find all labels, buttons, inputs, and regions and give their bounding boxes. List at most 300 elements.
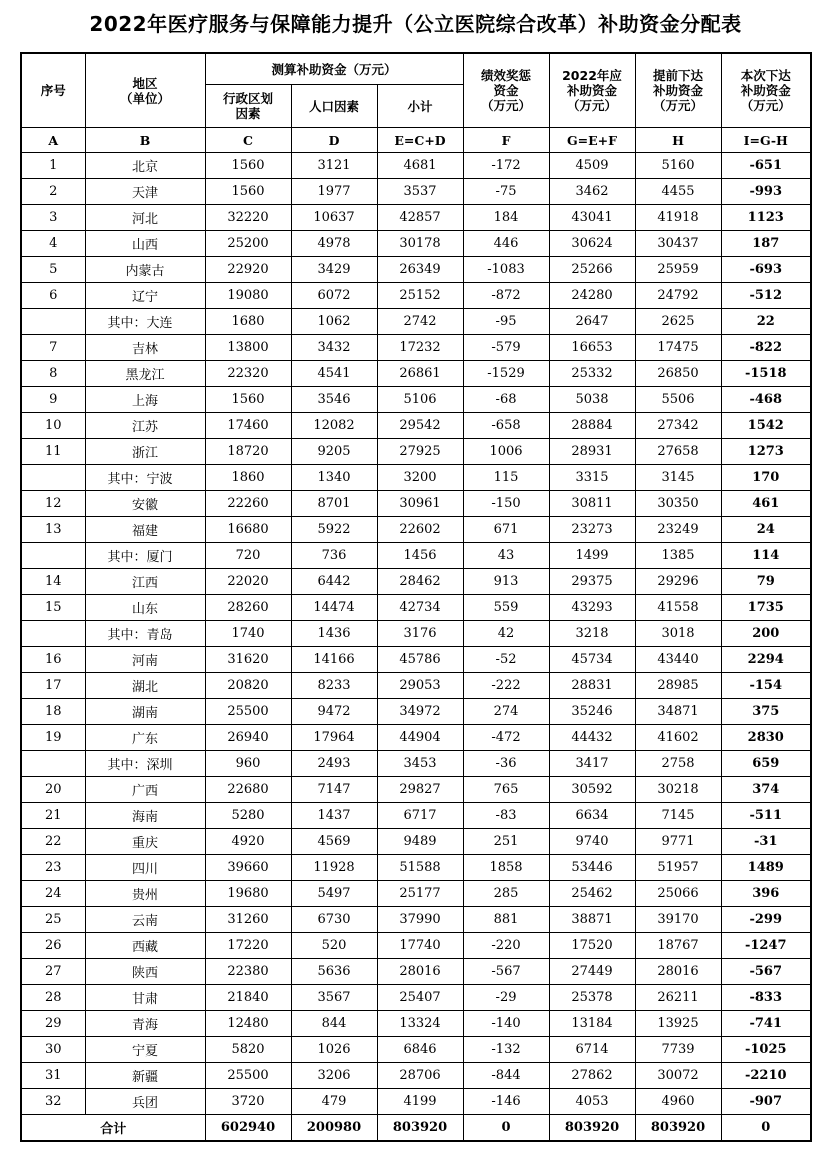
cell-f: 1006: [463, 439, 549, 465]
cell-region: 海南: [85, 803, 205, 829]
cell-d: 3429: [291, 257, 377, 283]
cell-g: 25462: [549, 881, 635, 907]
cell-no: 7: [21, 335, 85, 361]
cell-g: 53446: [549, 855, 635, 881]
cell-c: 3720: [205, 1089, 291, 1115]
cell-e: 4681: [377, 153, 463, 179]
table-row: [21, 907, 811, 933]
cell-region: 新疆: [85, 1063, 205, 1089]
cell-f: 913: [463, 569, 549, 595]
cell-f: -567: [463, 959, 549, 985]
cell-i: 2830: [721, 725, 811, 751]
cell-i: -567: [721, 959, 811, 985]
cell-i: -154: [721, 673, 811, 699]
table-row: [21, 985, 811, 1011]
cell-region: 湖北: [85, 673, 205, 699]
cell-d: 8233: [291, 673, 377, 699]
cell-h: 30072: [635, 1063, 721, 1089]
cell-e: 28016: [377, 959, 463, 985]
cell-i: 79: [721, 569, 811, 595]
table-row: [21, 777, 811, 803]
cell-e: 28462: [377, 569, 463, 595]
cell-g: 4509: [549, 153, 635, 179]
cell-d: 9205: [291, 439, 377, 465]
table-row: [21, 465, 811, 491]
cell-region: 陕西: [85, 959, 205, 985]
cell-e: 25407: [377, 985, 463, 1011]
cell-no: 10: [21, 413, 85, 439]
cell-e: 26861: [377, 361, 463, 387]
cell-f: -29: [463, 985, 549, 1011]
cell-f: 115: [463, 465, 549, 491]
cell-d: 3567: [291, 985, 377, 1011]
cell-g: 9740: [549, 829, 635, 855]
table-row: [21, 1037, 811, 1063]
cell-g: 30624: [549, 231, 635, 257]
cell-f: -150: [463, 491, 549, 517]
header-region-line2: （单位）: [119, 90, 170, 106]
cell-i: -651: [721, 153, 811, 179]
cell-d: 7147: [291, 777, 377, 803]
cell-e: 17740: [377, 933, 463, 959]
header-cur-line3: （万元）: [740, 98, 791, 113]
header-region-line1: 地区: [132, 75, 158, 91]
header-due-line3: （万元）: [567, 98, 618, 113]
cell-i: -907: [721, 1089, 811, 1115]
cell-d: 3546: [291, 387, 377, 413]
cell-f: -83: [463, 803, 549, 829]
cell-d: 9472: [291, 699, 377, 725]
table-row: [21, 1089, 811, 1115]
cell-no: 24: [21, 881, 85, 907]
cell-no: 22: [21, 829, 85, 855]
cell-region: 云南: [85, 907, 205, 933]
table-row: [21, 361, 811, 387]
table-row: [21, 595, 811, 621]
cell-h: 4455: [635, 179, 721, 205]
cell-i: 1489: [721, 855, 811, 881]
cell-region: 江苏: [85, 413, 205, 439]
cell-region: 重庆: [85, 829, 205, 855]
table-row: [21, 517, 811, 543]
cell-g: 3218: [549, 621, 635, 647]
cell-no: 15: [21, 595, 85, 621]
cell-g: 5038: [549, 387, 635, 413]
cell-e: 9489: [377, 829, 463, 855]
cell-c: 25500: [205, 1063, 291, 1089]
cell-e: 6717: [377, 803, 463, 829]
header-admin-line2: 因素: [235, 106, 261, 121]
cell-e: 3176: [377, 621, 463, 647]
cell-g: 25266: [549, 257, 635, 283]
cell-d: 2493: [291, 751, 377, 777]
cell-region: 西藏: [85, 933, 205, 959]
cell-e: 29542: [377, 413, 463, 439]
header-region: [85, 53, 205, 128]
header-performance: [463, 53, 549, 128]
cell-d: 1437: [291, 803, 377, 829]
cell-e: 51588: [377, 855, 463, 881]
cell-h: 7145: [635, 803, 721, 829]
total-f: 0: [463, 1115, 549, 1142]
cell-f: -872: [463, 283, 549, 309]
cell-h: 39170: [635, 907, 721, 933]
cell-c: 16680: [205, 517, 291, 543]
cell-e: 2742: [377, 309, 463, 335]
letter-cell: G=E+F: [549, 128, 635, 153]
letter-cell: B: [85, 128, 205, 153]
cell-g: 45734: [549, 647, 635, 673]
table-row: [21, 829, 811, 855]
cell-f: -132: [463, 1037, 549, 1063]
cell-g: 23273: [549, 517, 635, 543]
cell-region: 吉林: [85, 335, 205, 361]
table-row: [21, 439, 811, 465]
cell-h: 17475: [635, 335, 721, 361]
cell-c: 25200: [205, 231, 291, 257]
cell-g: 3417: [549, 751, 635, 777]
cell-d: 736: [291, 543, 377, 569]
letter-cell: F: [463, 128, 549, 153]
cell-f: 285: [463, 881, 549, 907]
table-row: [21, 1011, 811, 1037]
cell-c: 39660: [205, 855, 291, 881]
cell-i: -693: [721, 257, 811, 283]
cell-h: 41918: [635, 205, 721, 231]
cell-g: 43293: [549, 595, 635, 621]
cell-i: 374: [721, 777, 811, 803]
header-perf-line1: 绩效奖惩: [481, 68, 532, 83]
cell-h: 43440: [635, 647, 721, 673]
cell-d: 1062: [291, 309, 377, 335]
cell-c: 32220: [205, 205, 291, 231]
cell-d: 4541: [291, 361, 377, 387]
cell-h: 5160: [635, 153, 721, 179]
cell-g: 3315: [549, 465, 635, 491]
cell-f: 446: [463, 231, 549, 257]
cell-d: 479: [291, 1089, 377, 1115]
cell-f: -146: [463, 1089, 549, 1115]
cell-d: 14166: [291, 647, 377, 673]
letter-cell: I=G-H: [721, 128, 811, 153]
cell-g: 6634: [549, 803, 635, 829]
cell-f: 251: [463, 829, 549, 855]
header-adv-line1: 提前下达: [653, 68, 704, 83]
cell-i: 1273: [721, 439, 811, 465]
cell-f: 1858: [463, 855, 549, 881]
cell-g: 28931: [549, 439, 635, 465]
cell-d: 8701: [291, 491, 377, 517]
cell-h: 24792: [635, 283, 721, 309]
cell-f: -52: [463, 647, 549, 673]
cell-e: 5106: [377, 387, 463, 413]
cell-c: 960: [205, 751, 291, 777]
cell-h: 4960: [635, 1089, 721, 1115]
cell-c: 22020: [205, 569, 291, 595]
cell-i: 1735: [721, 595, 811, 621]
cell-g: 2647: [549, 309, 635, 335]
cell-d: 10637: [291, 205, 377, 231]
cell-d: 3121: [291, 153, 377, 179]
cell-h: 5506: [635, 387, 721, 413]
table-row: [21, 673, 811, 699]
cell-f: 274: [463, 699, 549, 725]
cell-h: 34871: [635, 699, 721, 725]
cell-h: 2758: [635, 751, 721, 777]
table-row: [21, 387, 811, 413]
cell-c: 1860: [205, 465, 291, 491]
cell-c: 13800: [205, 335, 291, 361]
cell-c: 1740: [205, 621, 291, 647]
cell-c: 22320: [205, 361, 291, 387]
cell-h: 28985: [635, 673, 721, 699]
cell-e: 30178: [377, 231, 463, 257]
header-admin-line1: 行政区划: [222, 91, 273, 106]
cell-c: 1680: [205, 309, 291, 335]
cell-c: 19080: [205, 283, 291, 309]
cell-h: 1385: [635, 543, 721, 569]
cell-region: 黑龙江: [85, 361, 205, 387]
cell-f: -579: [463, 335, 549, 361]
allocation-table: [20, 52, 812, 1142]
cell-e: 17232: [377, 335, 463, 361]
table-row: [21, 751, 811, 777]
cell-e: 28706: [377, 1063, 463, 1089]
cell-i: 22: [721, 309, 811, 335]
cell-i: -822: [721, 335, 811, 361]
cell-e: 42857: [377, 205, 463, 231]
cell-c: 25500: [205, 699, 291, 725]
cell-e: 3200: [377, 465, 463, 491]
total-e: 803920: [377, 1115, 463, 1142]
cell-i: -741: [721, 1011, 811, 1037]
cell-i: 659: [721, 751, 811, 777]
cell-i: 187: [721, 231, 811, 257]
table-row: [21, 1063, 811, 1089]
cell-h: 30350: [635, 491, 721, 517]
cell-no: [21, 621, 85, 647]
total-h: 803920: [635, 1115, 721, 1142]
cell-d: 1340: [291, 465, 377, 491]
cell-region: 其中：宁波: [85, 465, 205, 491]
cell-i: 2294: [721, 647, 811, 673]
table-row: [21, 621, 811, 647]
cell-d: 1977: [291, 179, 377, 205]
cell-h: 25066: [635, 881, 721, 907]
cell-d: 3432: [291, 335, 377, 361]
cell-e: 30961: [377, 491, 463, 517]
cell-e: 6846: [377, 1037, 463, 1063]
header-population: 人口因素: [291, 85, 377, 128]
cell-c: 22380: [205, 959, 291, 985]
cell-region: 其中：深圳: [85, 751, 205, 777]
cell-f: -220: [463, 933, 549, 959]
cell-region: 贵州: [85, 881, 205, 907]
cell-region: 广西: [85, 777, 205, 803]
header-cur-line2: 补助资金: [740, 83, 791, 98]
cell-i: -512: [721, 283, 811, 309]
header-adv-line3: （万元）: [653, 98, 704, 113]
cell-no: 6: [21, 283, 85, 309]
cell-e: 1456: [377, 543, 463, 569]
cell-f: -75: [463, 179, 549, 205]
cell-g: 1499: [549, 543, 635, 569]
letter-cell: E=C+D: [377, 128, 463, 153]
cell-d: 6730: [291, 907, 377, 933]
table-row: [21, 179, 811, 205]
cell-no: [21, 751, 85, 777]
cell-region: 浙江: [85, 439, 205, 465]
cell-region: 兵团: [85, 1089, 205, 1115]
cell-no: [21, 465, 85, 491]
header-due: [549, 53, 635, 128]
cell-region: 河北: [85, 205, 205, 231]
cell-f: -1529: [463, 361, 549, 387]
cell-g: 28831: [549, 673, 635, 699]
cell-i: 24: [721, 517, 811, 543]
cell-c: 28260: [205, 595, 291, 621]
total-i: 0: [721, 1115, 811, 1142]
cell-f: -472: [463, 725, 549, 751]
cell-no: 11: [21, 439, 85, 465]
cell-f: -658: [463, 413, 549, 439]
cell-region: 其中：大连: [85, 309, 205, 335]
cell-i: 396: [721, 881, 811, 907]
cell-region: 四川: [85, 855, 205, 881]
cell-h: 28016: [635, 959, 721, 985]
cell-no: 26: [21, 933, 85, 959]
header-calc-group: 测算补助资金（万元）: [205, 53, 463, 85]
table-row: [21, 231, 811, 257]
cell-g: 30592: [549, 777, 635, 803]
cell-region: 广东: [85, 725, 205, 751]
cell-f: -1083: [463, 257, 549, 283]
cell-h: 29296: [635, 569, 721, 595]
cell-i: -468: [721, 387, 811, 413]
cell-no: 25: [21, 907, 85, 933]
cell-e: 29827: [377, 777, 463, 803]
header-advance: [635, 53, 721, 128]
cell-g: 13184: [549, 1011, 635, 1037]
cell-i: -1247: [721, 933, 811, 959]
cell-e: 27925: [377, 439, 463, 465]
cell-i: 375: [721, 699, 811, 725]
header-due-line2: 补助资金: [567, 83, 618, 98]
cell-g: 3462: [549, 179, 635, 205]
cell-h: 41602: [635, 725, 721, 751]
cell-g: 27862: [549, 1063, 635, 1089]
cell-c: 720: [205, 543, 291, 569]
cell-region: 内蒙古: [85, 257, 205, 283]
table-row: [21, 543, 811, 569]
cell-h: 27658: [635, 439, 721, 465]
cell-c: 31620: [205, 647, 291, 673]
cell-c: 22260: [205, 491, 291, 517]
cell-region: 福建: [85, 517, 205, 543]
cell-e: 42734: [377, 595, 463, 621]
cell-f: -95: [463, 309, 549, 335]
cell-h: 41558: [635, 595, 721, 621]
cell-f: -68: [463, 387, 549, 413]
total-label: 合计: [21, 1115, 205, 1142]
cell-i: 200: [721, 621, 811, 647]
header-perf-line3: （万元）: [481, 98, 532, 113]
cell-h: 25959: [635, 257, 721, 283]
cell-e: 34972: [377, 699, 463, 725]
table-row: [21, 257, 811, 283]
cell-d: 14474: [291, 595, 377, 621]
cell-region: 宁夏: [85, 1037, 205, 1063]
total-g: 803920: [549, 1115, 635, 1142]
cell-no: [21, 543, 85, 569]
cell-e: 44904: [377, 725, 463, 751]
cell-h: 3145: [635, 465, 721, 491]
cell-h: 26850: [635, 361, 721, 387]
cell-d: 844: [291, 1011, 377, 1037]
table-row: [21, 569, 811, 595]
cell-no: 23: [21, 855, 85, 881]
cell-no: 28: [21, 985, 85, 1011]
table-row: [21, 803, 811, 829]
cell-g: 4053: [549, 1089, 635, 1115]
cell-region: 山东: [85, 595, 205, 621]
cell-i: 461: [721, 491, 811, 517]
cell-f: -140: [463, 1011, 549, 1037]
cell-d: 1436: [291, 621, 377, 647]
cell-h: 51957: [635, 855, 721, 881]
cell-no: 30: [21, 1037, 85, 1063]
cell-f: 43: [463, 543, 549, 569]
cell-d: 520: [291, 933, 377, 959]
cell-region: 江西: [85, 569, 205, 595]
cell-h: 18767: [635, 933, 721, 959]
cell-e: 13324: [377, 1011, 463, 1037]
cell-d: 6072: [291, 283, 377, 309]
cell-no: 12: [21, 491, 85, 517]
cell-f: 881: [463, 907, 549, 933]
cell-g: 29375: [549, 569, 635, 595]
cell-d: 1026: [291, 1037, 377, 1063]
cell-no: 13: [21, 517, 85, 543]
table-row: [21, 959, 811, 985]
cell-i: 170: [721, 465, 811, 491]
cell-c: 26940: [205, 725, 291, 751]
cell-region: 辽宁: [85, 283, 205, 309]
cell-no: 5: [21, 257, 85, 283]
cell-region: 安徽: [85, 491, 205, 517]
cell-i: 114: [721, 543, 811, 569]
total-row: [21, 1115, 811, 1142]
cell-h: 9771: [635, 829, 721, 855]
cell-f: 765: [463, 777, 549, 803]
letter-cell: H: [635, 128, 721, 153]
cell-region: 天津: [85, 179, 205, 205]
cell-e: 25152: [377, 283, 463, 309]
cell-d: 4978: [291, 231, 377, 257]
table-row: [21, 413, 811, 439]
cell-c: 17460: [205, 413, 291, 439]
cell-i: -993: [721, 179, 811, 205]
letter-cell: D: [291, 128, 377, 153]
header-subtotal: 小计: [377, 85, 463, 128]
cell-i: -1025: [721, 1037, 811, 1063]
cell-f: -36: [463, 751, 549, 777]
header-perf-line2: 资金: [493, 83, 519, 98]
cell-no: 29: [21, 1011, 85, 1037]
cell-g: 44432: [549, 725, 635, 751]
cell-no: 1: [21, 153, 85, 179]
cell-c: 20820: [205, 673, 291, 699]
